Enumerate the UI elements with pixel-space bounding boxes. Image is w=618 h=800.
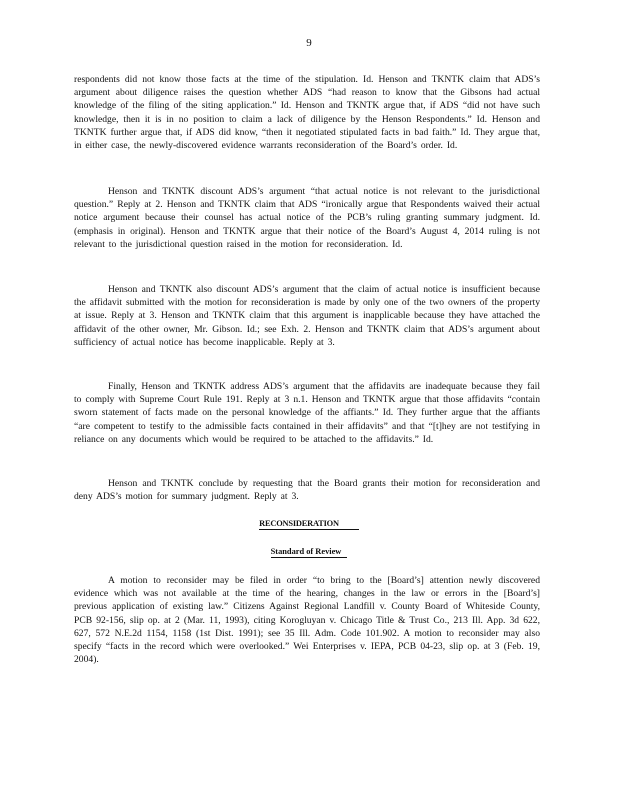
subheading-text: Standard of Review (271, 547, 348, 558)
paragraph-standard-of-review: A motion to reconsider may be filed in order “to bring to the [Board’s] attention newly discovered evidence which was not available at the time of the hearing, changes in the law or errors in the [Board’s] previous application of existing law.” Citizens Against Regional Landfill v. County Board of Whiteside County, PCB 92-156, slip op. at 2 (Mar. 11, 1993), citing Korogluyan v. Chicago Title & Trust Co., 213 Ill. App. 3d 622, 627, 572 N.E.2d 1154, 1158 (1st Dist. 1991); see 35 Ill. Adm. Code 101.902. A motion to reconsider may also specify “facts in the record which were overlooked.” Wei Enterprises v. IEPA, PCB 04-23, slip op. at 3 (Feb. 19, 2004). (74, 575, 540, 666)
paragraph-conclusion: Henson and TKNTK conclude by requesting that the Board grants their motion for reconsideration and deny ADS’s motion for summary judgment. Reply at 3. (74, 478, 540, 503)
paragraph-rule-191: Finally, Henson and TKNTK address ADS’s argument that the affidavits are inadequate because they fail to comply with Supreme Court Rule 191. Reply at 3 n.1. Henson and TKNTK argue that those affidavits “contain sworn statement of facts made on the personal knowledge of the affiants.” Id. They further argue that the affiants “are competent to testify to the admissible facts contained in their affidavits” and that “[t]hey are not testifying in reliance on any documents which would be required to be attached to the affidavits.” Id. (74, 381, 540, 445)
paragraph-notice-relevance: Henson and TKNTK discount ADS’s argument “that actual notice is not relevant to the jurisdictional question.” Reply at 2. Henson and TKNTK claim that ADS “ironically argue that Respondents waived their actual notice argument because their counsel has actual notice of the PCB’s ruling granting summary judgment. Id. (emphasis in original). Henson and TKNTK argue that their notice of the Board’s August 4, 2014 ruling is not relevant to the jurisdictional question raised in the motion for reconsideration. Id. (74, 186, 540, 250)
heading-text: RECONSIDERATION (259, 519, 359, 530)
paragraph-continued: respondents did not know those facts at the time of the stipulation. Id. Henson and TKNTK claim that ADS’s argument about diligence raises the question whether ADS “had reason to know that the Gibsons had actual knowledge of the filing of the siting application.” Id. Henson and TKNTK argue that, if ADS “did not have such knowledge, then it is in no position to claim a lack of diligence by the Henson Respondents.” Id. Henson and TKNTK further argue that, if ADS did know, “then it negotiated stipulated facts in bad faith.” Id. They argue that, in either case, the newly-discovered evidence warrants reconsideration of the Board’s order. Id. (74, 74, 540, 152)
page-number: 9 (306, 37, 312, 49)
subsection-heading-standard-of-review (0, 547, 618, 556)
paragraph-affidavit-sufficiency: Henson and TKNTK also discount ADS’s argument that the claim of actual notice is insufficient because the affidavit submitted with the motion for reconsideration is made by only one of the two owners of the property at issue. Reply at 3. Henson and TKNTK claim that this argument is inapplicable because they have attached the affidavit of the other owner, Mr. Gibson. Id.; see Exh. 2. Henson and TKNTK claim that ADS’s argument about sufficiency of actual notice has become inapplicable. Reply at 3. (74, 284, 540, 348)
section-heading-reconsideration (0, 519, 618, 528)
